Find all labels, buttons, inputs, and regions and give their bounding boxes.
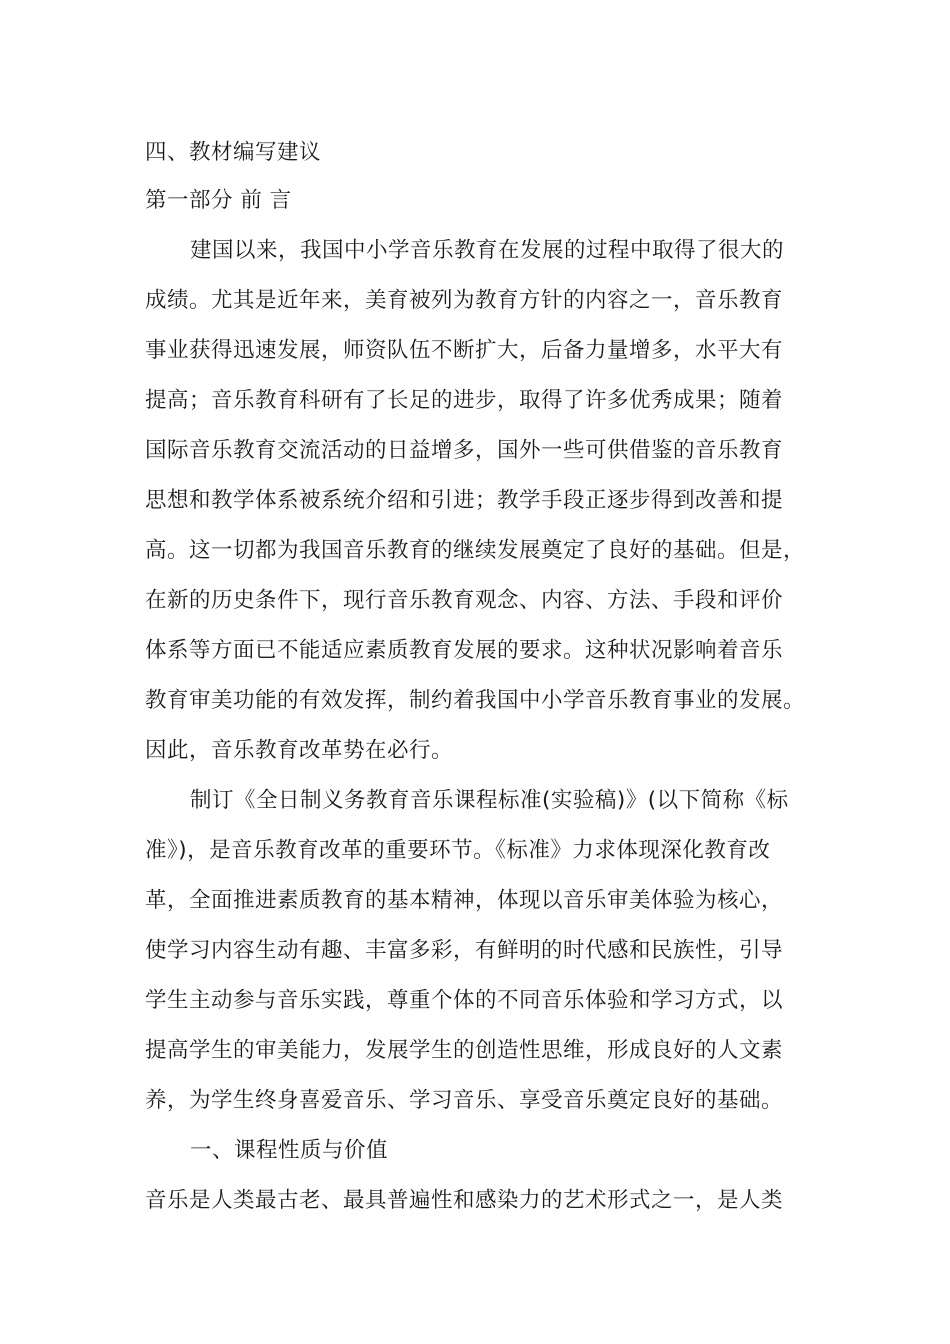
paragraph-line: 提高学生的审美能力，发展学生的创造性思维，形成良好的人文素 <box>145 1038 784 1063</box>
paragraph-line: 事业获得迅速发展，师资队伍不断扩大，后备力量增多，水平大有 <box>145 338 784 363</box>
paragraph-line: 提高；音乐教育科研有了长足的进步，取得了许多优秀成果；随着 <box>145 388 784 413</box>
paragraph-line: 思想和教学体系被系统介绍和引进；教学手段正逐步得到改善和提 <box>145 488 784 513</box>
subsection-heading: 一、课程性质与价值 <box>190 1138 389 1163</box>
paragraph-line: 在新的历史条件下，现行音乐教育观念、内容、方法、手段和评价 <box>145 588 784 613</box>
paragraph-line: 体系等方面已不能适应素质教育发展的要求。这种状况影响着音乐 <box>145 638 784 663</box>
paragraph-line: 高。这一切都为我国音乐教育的继续发展奠定了良好的基础。但是， <box>145 538 806 563</box>
paragraph-line: 革，全面推进素质教育的基本精神，体现以音乐审美体验为核心， <box>145 888 784 913</box>
paragraph-line: 制订《全日制义务教育音乐课程标准(实验稿)》(以下简称《标 <box>190 788 789 813</box>
paragraph-line: 教育审美功能的有效发挥，制约着我国中小学音乐教育事业的发展。 <box>145 688 806 713</box>
paragraph-line: 准》)，是音乐教育改革的重要环节。《标准》力求体现深化教育改 <box>145 838 771 863</box>
paragraph-line: 因此，音乐教育改革势在必行。 <box>145 738 454 763</box>
paragraph-line: 使学习内容生动有趣、丰富多彩，有鲜明的时代感和民族性，引导 <box>145 938 784 963</box>
paragraph-line: 成绩。尤其是近年来，美育被列为教育方针的内容之一，音乐教育 <box>145 288 784 313</box>
paragraph-line: 学生主动参与音乐实践，尊重个体的不同音乐体验和学习方式，以 <box>145 988 784 1013</box>
paragraph-line: 建国以来，我国中小学音乐教育在发展的过程中取得了很大的 <box>190 238 785 263</box>
section-heading: 四、教材编写建议 <box>145 140 322 165</box>
paragraph-line: 养，为学生终身喜爱音乐、学习音乐、享受音乐奠定良好的基础。 <box>145 1088 784 1113</box>
paragraph-line: 音乐是人类最古老、最具普遍性和感染力的艺术形式之一，是人类 <box>145 1188 784 1213</box>
part-heading: 第一部分 前 言 <box>145 188 292 213</box>
paragraph-line: 国际音乐教育交流活动的日益增多，国外一些可供借鉴的音乐教育 <box>145 438 784 463</box>
